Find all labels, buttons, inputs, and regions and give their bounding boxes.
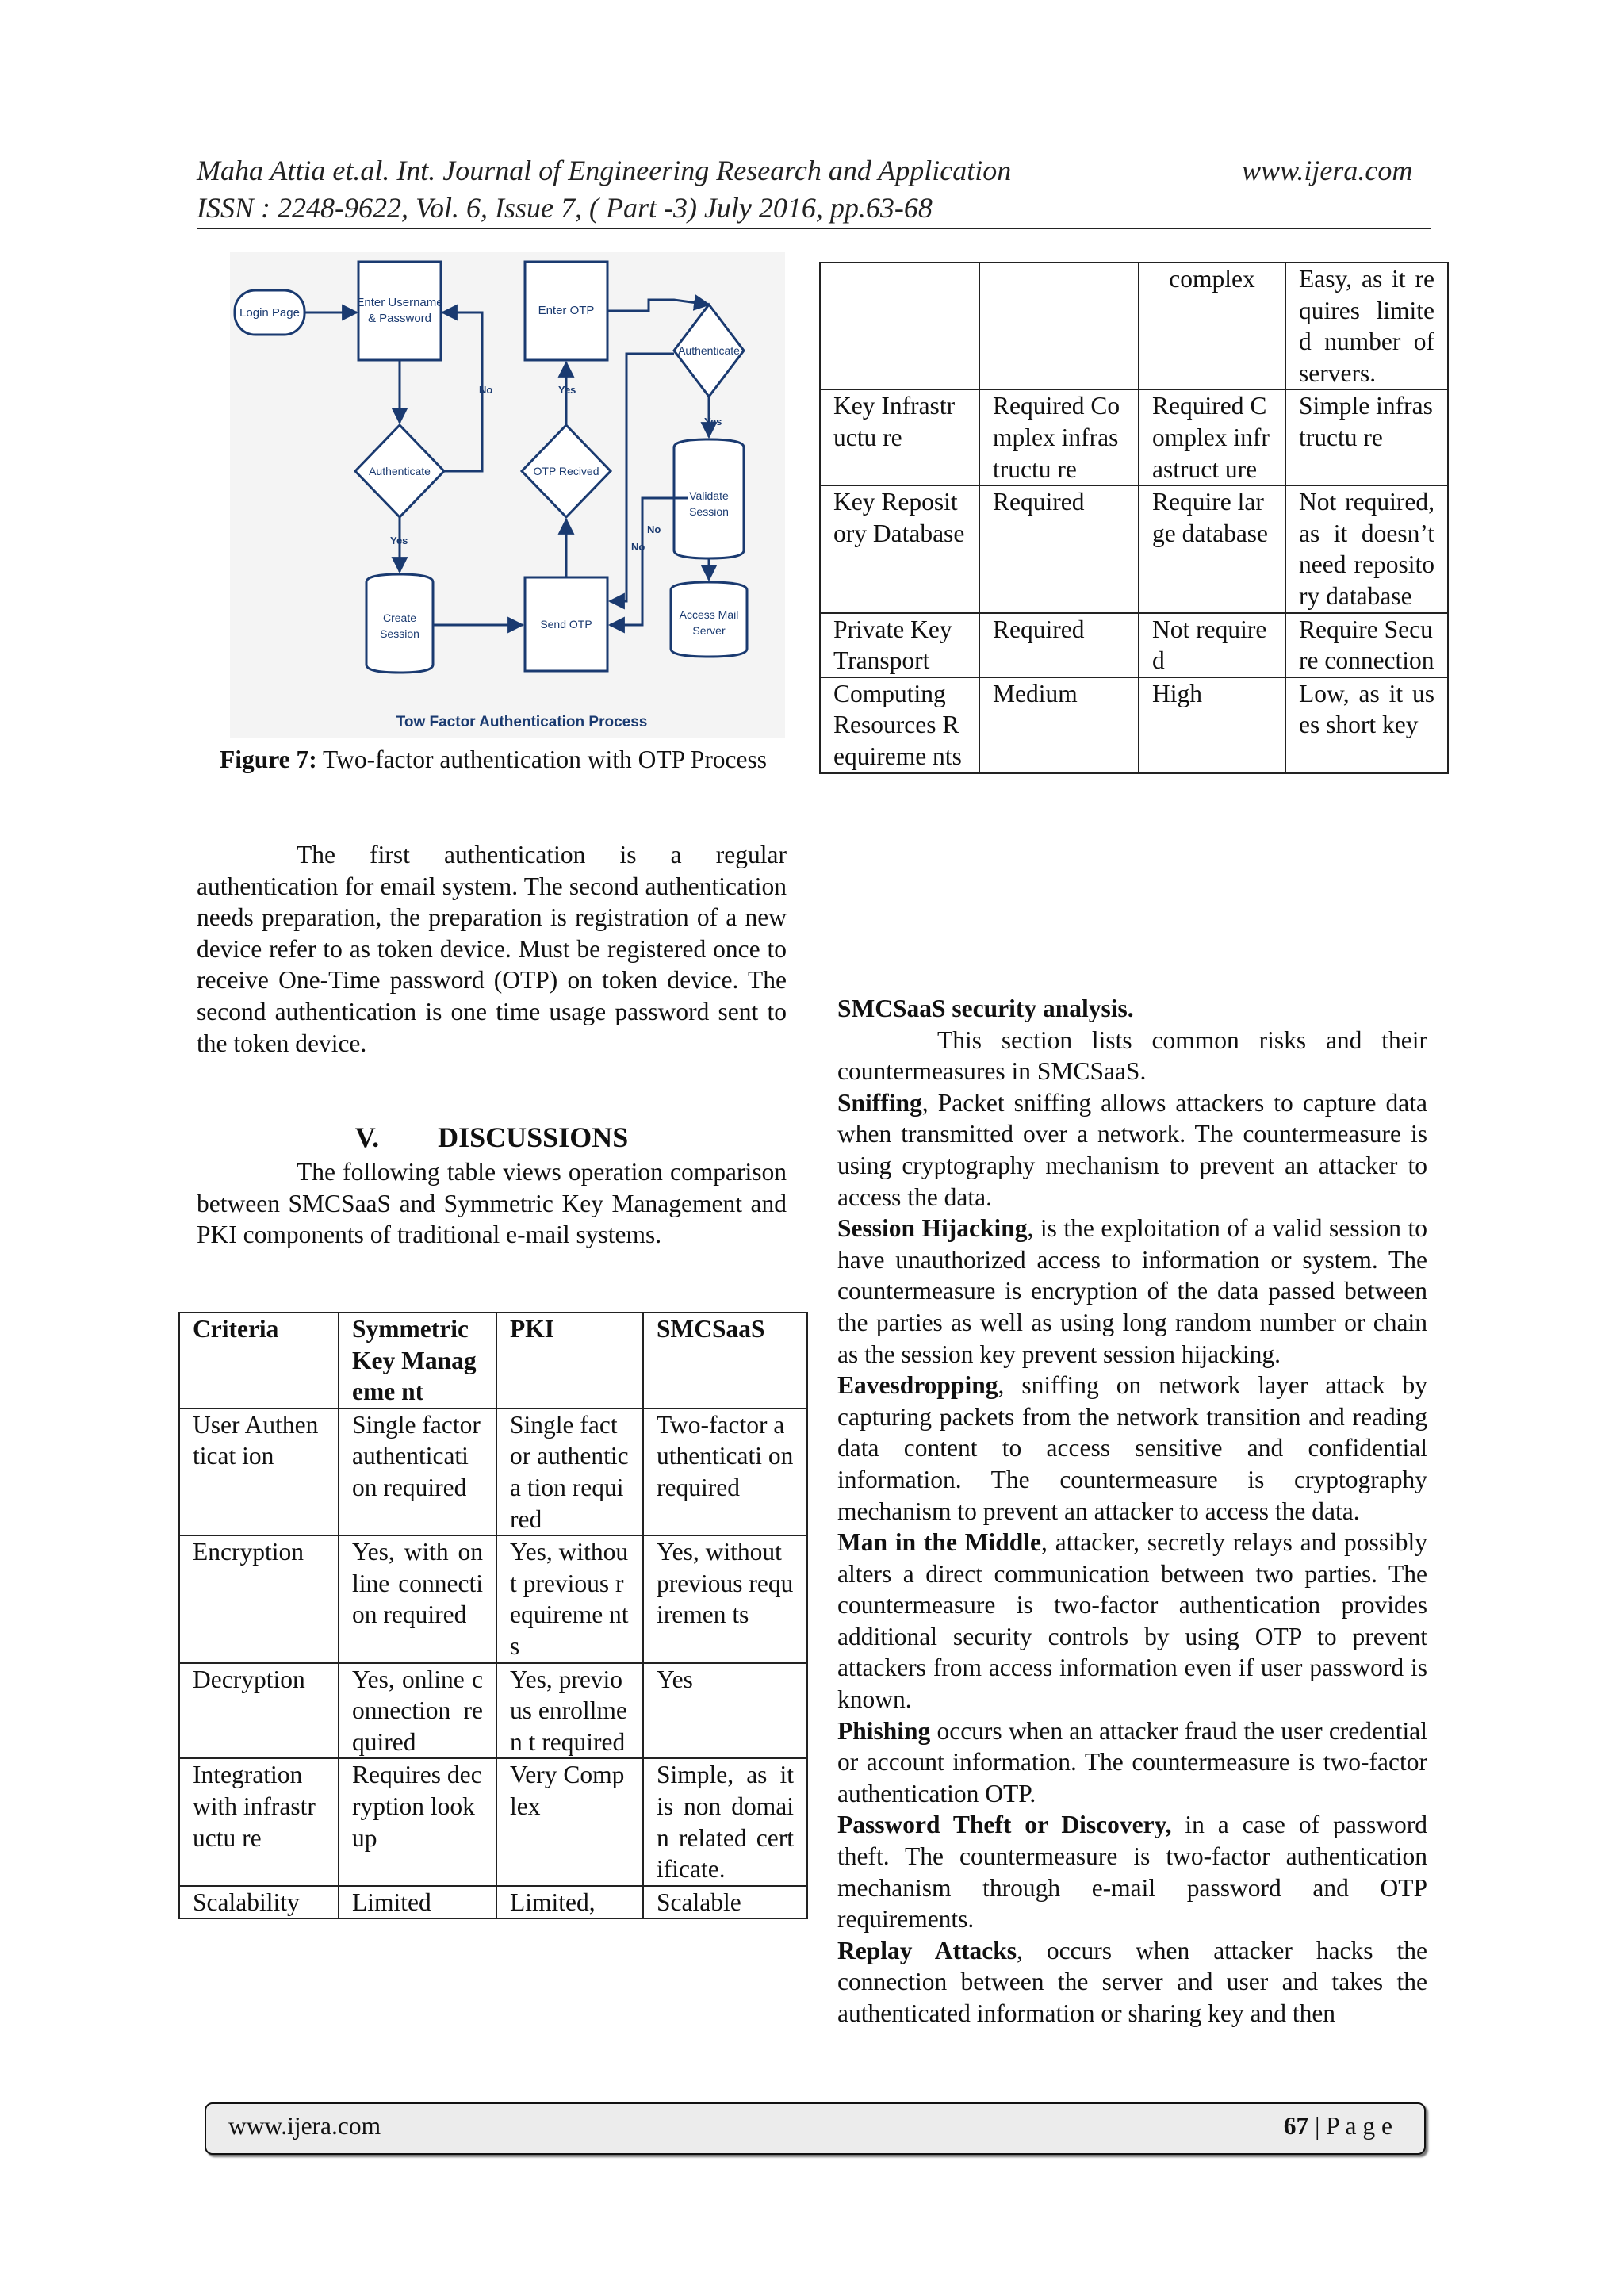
table-cell: Private Key Transport bbox=[820, 613, 979, 677]
table-cell: Requires decryption lookup bbox=[339, 1758, 496, 1885]
figure-caption-text: Two-factor authentication with OTP Process bbox=[323, 746, 768, 773]
risk-text: , Packet sniffing allows attackers to capture data when transmitted over a network. The countermeasure is using cryptography mechanism to prevent an attacker to access the data. bbox=[837, 1088, 1427, 1211]
page-label: | P a g e bbox=[1308, 2112, 1392, 2140]
section-title: DISCUSSIONS bbox=[438, 1121, 629, 1153]
risk-term: Man in the Middle bbox=[837, 1528, 1042, 1557]
table-cell: Required Complex infrastruct ure bbox=[1139, 389, 1285, 485]
table-cell: Yes, without previous requiremen ts bbox=[643, 1535, 807, 1662]
validate-label-1: Validate bbox=[689, 489, 729, 502]
risk-item bbox=[837, 1527, 1427, 1715]
table-cell: Very Complex bbox=[496, 1758, 643, 1885]
table-cell: Yes, with online connection required bbox=[339, 1535, 496, 1662]
enter-username-node bbox=[358, 262, 441, 360]
table-header-row bbox=[179, 1313, 807, 1409]
edge-label-yes-1: Yes bbox=[390, 535, 408, 546]
table-cell: Required bbox=[979, 485, 1139, 612]
risk-term: Eavesdropping bbox=[837, 1371, 998, 1400]
table-row bbox=[820, 613, 1448, 677]
authenticate-left-label: Authenticate bbox=[369, 465, 431, 477]
table-row bbox=[179, 1758, 807, 1885]
table-cell: Simple, as it is non domain related certificate. bbox=[643, 1758, 807, 1885]
comparison-table-left bbox=[178, 1312, 808, 1919]
enter-username-label-1: Enter Username bbox=[356, 296, 443, 309]
risk-term: Sniffing bbox=[837, 1088, 922, 1117]
table-row bbox=[179, 1663, 807, 1759]
table-row bbox=[179, 1409, 807, 1535]
edge-label-yes-3: Yes bbox=[704, 416, 722, 427]
edge-label-no-1: No bbox=[479, 384, 493, 396]
risk-text: , attacker, secretly relays and possibly alters a direct communication between two parties. The countermeasure is two-factor authentication provides additional security controls by using OTP to prevent attackers from access information even if user password is known. bbox=[837, 1528, 1427, 1714]
risk-item bbox=[837, 1935, 1427, 2030]
paragraph-otp-description: The first authentication is a regular authentication for email system. The second authentication needs preparation, the preparation is registration of a new device refer to as token device. Must be registered once to receive One-Time password (OTP) on token device. The second authentication is one time usage password sent to the token device. bbox=[197, 841, 787, 1057]
table-cell: Simple infrastructu re bbox=[1285, 389, 1448, 485]
running-header-journal: Maha Attia et.al. Int. Journal of Engineering Research and Application bbox=[197, 155, 1012, 186]
header-rule bbox=[197, 228, 1431, 229]
table-cell: Yes, online connection required bbox=[339, 1663, 496, 1759]
table-cell: User Authenticat ion bbox=[179, 1409, 339, 1535]
edge-label-yes-2: Yes bbox=[558, 384, 576, 396]
table-cell: Decryption bbox=[179, 1663, 339, 1759]
access-mail-label-1: Access Mail bbox=[679, 608, 739, 621]
section-heading bbox=[197, 1121, 787, 1154]
table-cell: Easy, as it requires limited number of servers. bbox=[1285, 263, 1448, 389]
risk-text: occurs when an attacker fraud the user credential or account information. The countermeasure is two-factor authentication OTP. bbox=[837, 1716, 1427, 1807]
login-page-label: Login Page bbox=[239, 306, 300, 320]
header-cell: Symmetric Key Manageme nt bbox=[339, 1313, 496, 1409]
table-cell: Single factor authenticati on required bbox=[339, 1409, 496, 1535]
table-cell: High bbox=[1139, 677, 1285, 773]
table-cell: Medium bbox=[979, 677, 1139, 773]
table-cell: Limited, bbox=[496, 1886, 643, 1919]
table-cell: Required Complex infrastructu re bbox=[979, 389, 1139, 485]
table-row bbox=[179, 1886, 807, 1919]
table-cell: Two-factor authenticati on required bbox=[643, 1409, 807, 1535]
table-cell: Not required, as it doesn’t need repository database bbox=[1285, 485, 1448, 612]
table-cell: Required bbox=[979, 613, 1139, 677]
table-cell: Not required bbox=[1139, 613, 1285, 677]
authenticate-top-label: Authenticate bbox=[678, 344, 740, 357]
table-cell: Require Secure connection bbox=[1285, 613, 1448, 677]
table-cell: Scalability bbox=[179, 1886, 339, 1919]
enter-otp-label: Enter OTP bbox=[538, 304, 595, 317]
otp-received-label: OTP Recived bbox=[533, 465, 599, 477]
create-session-label-2: Session bbox=[380, 627, 419, 640]
paragraph-discussion-intro: The following table views operation comparison between SMCSaaS and Symmetric Key Management and PKI components of traditional e-mail systems. bbox=[197, 1158, 787, 1249]
footer-page bbox=[1284, 2112, 1392, 2141]
section-number: V. bbox=[354, 1121, 380, 1153]
table-cell: Scalable bbox=[643, 1886, 807, 1919]
table-cell bbox=[979, 263, 1139, 389]
risk-text: , sniffing on network layer attack by capturing packets from the network transition and reading data content to access sensitive and confidential information. The countermeasure is cryptography mechanism to prevent an attacker to access the data. bbox=[837, 1371, 1427, 1525]
security-analysis-intro: This section lists common risks and their countermeasures in SMCSaaS. bbox=[837, 1025, 1427, 1086]
table-cell: Yes, previous enrollmen t required bbox=[496, 1663, 643, 1759]
figure-title: Tow Factor Authentication Process bbox=[396, 714, 648, 730]
page-footer bbox=[205, 2102, 1426, 2155]
risk-item bbox=[837, 1370, 1427, 1527]
table-row bbox=[820, 389, 1448, 485]
risk-text: , occurs when attacker hacks the connection between the server and user and takes the authenticated information or sharing key and then bbox=[837, 1936, 1427, 2027]
validate-label-2: Session bbox=[689, 505, 729, 518]
send-otp-label: Send OTP bbox=[540, 618, 592, 631]
table-cell: Integration with infrastructu re bbox=[179, 1758, 339, 1885]
risk-term: Session Hijacking bbox=[837, 1214, 1028, 1243]
risk-item bbox=[837, 1809, 1427, 1934]
security-analysis bbox=[837, 993, 1427, 2030]
header-cell: Criteria bbox=[179, 1313, 339, 1409]
figure-caption bbox=[216, 744, 771, 776]
table-cell: Single factor authentica tion required bbox=[496, 1409, 643, 1535]
risk-item bbox=[837, 1715, 1427, 1810]
comparison-table-right bbox=[819, 262, 1449, 774]
risk-text: , is the exploitation of a valid session to have unauthorized access to information or system. The countermeasure is encryption of the data passed between the parties as well as using long random number or chain as the session key prevent session hijacking. bbox=[837, 1214, 1427, 1368]
two-factor-flowchart bbox=[230, 252, 785, 738]
risk-item bbox=[837, 1213, 1427, 1370]
edge-label-no-3: No bbox=[631, 541, 645, 553]
table-cell: Encryption bbox=[179, 1535, 339, 1662]
table-row bbox=[820, 485, 1448, 612]
table-cell: Limited bbox=[339, 1886, 496, 1919]
create-session-label-1: Create bbox=[382, 611, 417, 624]
table-cell: Key Repository Database bbox=[820, 485, 979, 612]
table-cell: Yes, without previous requireme nts bbox=[496, 1535, 643, 1662]
figure-caption-label: Figure 7: bbox=[219, 746, 317, 773]
risk-term: Replay Attacks bbox=[837, 1936, 1017, 1964]
security-analysis-heading: SMCSaaS security analysis. bbox=[837, 995, 1134, 1022]
table-row bbox=[820, 263, 1448, 389]
table-cell: Computing Resources Requireme nts bbox=[820, 677, 979, 773]
access-mail-label-2: Server bbox=[692, 624, 726, 637]
table-cell: complex bbox=[1139, 263, 1285, 389]
footer-site: www.ijera.com bbox=[228, 2112, 381, 2140]
table-cell: Key Infrastructu re bbox=[820, 389, 979, 485]
edge-label-no-2: No bbox=[647, 523, 661, 535]
risk-term: Password Theft or Discovery, bbox=[837, 1811, 1172, 1839]
risk-term: Phishing bbox=[837, 1716, 931, 1745]
page-number: 67 bbox=[1283, 2112, 1309, 2140]
risk-item bbox=[837, 1087, 1427, 1213]
table-row bbox=[820, 677, 1448, 773]
header-cell: SMCSaaS bbox=[643, 1313, 807, 1409]
risk-text: in a case of password theft. The countermeasure is two-factor authentication mechanism through e-mail password and OTP requirements. bbox=[837, 1811, 1427, 1934]
table-cell: Require large database bbox=[1139, 485, 1285, 612]
table-cell: Low, as it uses short key bbox=[1285, 677, 1448, 773]
running-header-url: www.ijera.com bbox=[1242, 155, 1413, 186]
table-row bbox=[179, 1535, 807, 1662]
table-cell: Yes bbox=[643, 1663, 807, 1759]
running-header-issn: ISSN : 2248-9622, Vol. 6, Issue 7, ( Part -3) July 2016, pp.63-68 bbox=[197, 192, 933, 224]
enter-username-label-2: & Password bbox=[367, 312, 432, 325]
table-cell bbox=[820, 263, 979, 389]
header-cell: PKI bbox=[496, 1313, 643, 1409]
